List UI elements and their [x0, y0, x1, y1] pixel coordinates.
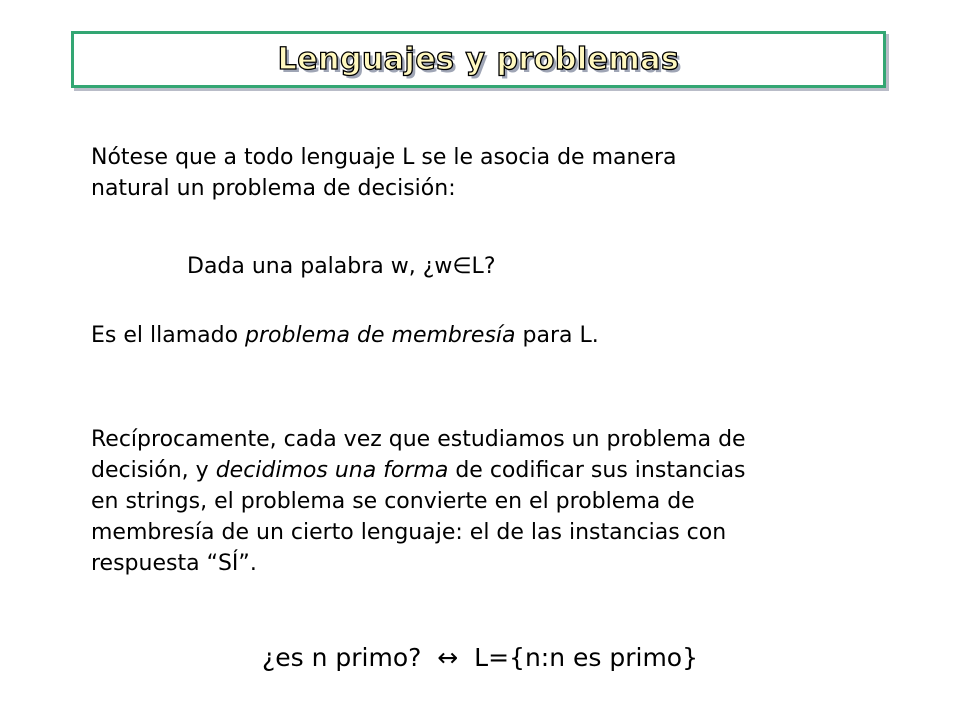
reciprocal-paragraph: [91, 424, 911, 579]
reciprocal-line-5: respuesta “SÍ”.: [91, 551, 257, 576]
membership-question: Dada una palabra w, ¿w∈L?: [187, 254, 496, 279]
intro-line-1: Nótese que a todo lenguaje L se le asocia de manera: [91, 145, 677, 170]
reciprocal-line-2: [91, 455, 911, 486]
reciprocal-line-3: en strings, el problema se convierte en el problema de: [91, 489, 695, 514]
intro-paragraph: [91, 142, 891, 204]
membership-problem-paragraph: [91, 320, 599, 351]
reciprocal-line-1: Recíprocamente, cada vez que estudiamos un problema de: [91, 427, 746, 452]
reciprocal-emphasis: decidimos una forma: [215, 458, 449, 483]
reciprocal-line-2-a: decisión, y: [91, 458, 216, 483]
slide-title: Lenguajes y problemas: [277, 42, 680, 77]
title-box: [71, 31, 886, 88]
membership-text-after: para L.: [515, 323, 599, 348]
intro-line-2: natural un problema de decisión:: [91, 176, 456, 201]
reciprocal-line-2-b: de codificar sus instancias: [448, 458, 746, 483]
membership-emphasis: problema de membresía: [245, 323, 516, 348]
reciprocal-line-4: membresía de un cierto lenguaje: el de las instancias con: [91, 520, 727, 545]
membership-text-before: Es el llamado: [91, 323, 246, 348]
equivalence-example: ¿es n primo? ↔ L={n:n es primo}: [262, 643, 698, 672]
